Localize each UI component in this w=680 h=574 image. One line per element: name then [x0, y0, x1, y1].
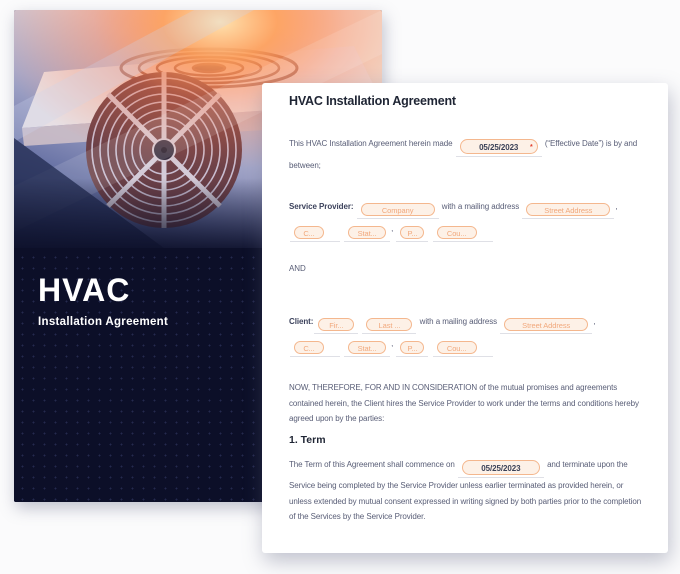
agreement-page — [262, 83, 668, 553]
comma: , — [391, 224, 394, 234]
effective-date-field[interactable] — [460, 139, 538, 154]
provider-country-field[interactable]: Cou... — [437, 226, 477, 239]
cover-subtitle: Installation Agreement — [38, 316, 169, 328]
provider-state-field[interactable]: Stat... — [348, 226, 386, 239]
client-city-blank — [290, 341, 340, 357]
first-name-blank — [314, 318, 358, 334]
consideration-paragraph: NOW, THEREFORE, FOR AND IN CONSIDERATION of the mutual promises and agreements contained herein, the Client hires the Service Provider to work under the terms and conditions hereby agreed upon by the parties: — [289, 383, 639, 423]
provider-city-blank — [290, 226, 340, 242]
client-state-field[interactable]: Stat... — [348, 341, 386, 354]
term-section-heading: 1. Term — [289, 434, 326, 446]
client-postal-blank — [396, 341, 428, 357]
provider-street-blank — [522, 203, 614, 219]
term-start-date-field[interactable] — [462, 460, 540, 475]
client-city-field[interactable]: C... — [294, 341, 324, 354]
term-date-value: 05/25/2023 — [481, 464, 521, 474]
term-text-post: and terminate upon the Service being completed by the Service Provider unless earlier terminated as provided herein, or unless extended by mutual consent expressed in writing signed by both parties prior to the completion of the Services by the Service Provider. — [289, 460, 642, 522]
provider-country-blank — [433, 226, 493, 242]
client-state-blank — [344, 341, 390, 357]
term-paragraph — [289, 457, 644, 525]
client-mailing-text: with a mailing address — [419, 317, 498, 326]
provider-mailing-text: with a mailing address — [441, 202, 520, 211]
client-street-blank — [500, 318, 592, 334]
client-street-address-field[interactable]: Street Address — [504, 318, 588, 331]
last-name-field[interactable]: Last ... — [366, 318, 412, 331]
provider-postal-field[interactable]: P... — [400, 226, 424, 239]
intro-paragraph — [289, 135, 644, 175]
comma: , — [593, 317, 596, 326]
provider-postal-blank — [396, 226, 428, 242]
client-postal-field[interactable]: P... — [400, 341, 424, 354]
term-text-pre: The Term of this Agreement shall commence on — [289, 460, 455, 469]
term-date-blank — [458, 460, 544, 478]
cover-title: HVAC — [38, 272, 131, 308]
client-address-row — [289, 336, 644, 356]
intro-text-between: between; — [289, 161, 321, 171]
last-name-blank — [362, 318, 416, 334]
effective-date-blank — [456, 139, 542, 157]
document-title: HVAC Installation Agreement — [289, 94, 456, 108]
comma: , — [391, 339, 394, 349]
client-country-field[interactable]: Cou... — [437, 341, 477, 354]
service-provider-block — [289, 199, 644, 242]
intro-text-pre: This HVAC Installation Agreement herein made — [289, 139, 453, 148]
provider-address-row — [289, 221, 644, 241]
required-asterisk-icon: * — [530, 144, 533, 152]
and-separator: AND — [289, 264, 306, 273]
first-name-field[interactable]: Fir... — [318, 318, 354, 331]
provider-state-blank — [344, 226, 390, 242]
provider-city-field[interactable]: C... — [294, 226, 324, 239]
client-country-blank — [433, 341, 493, 357]
provider-street-address-field[interactable]: Street Address — [526, 203, 610, 216]
client-block — [289, 314, 644, 357]
client-label: Client: — [289, 317, 314, 326]
service-provider-label: Service Provider: — [289, 202, 354, 211]
company-blank — [357, 203, 439, 219]
company-field[interactable]: Company — [361, 203, 435, 216]
effective-date-value: 05/25/2023 — [479, 143, 519, 153]
comma: , — [615, 202, 618, 211]
intro-text-post: (“Effective Date”) is by and — [544, 139, 638, 148]
